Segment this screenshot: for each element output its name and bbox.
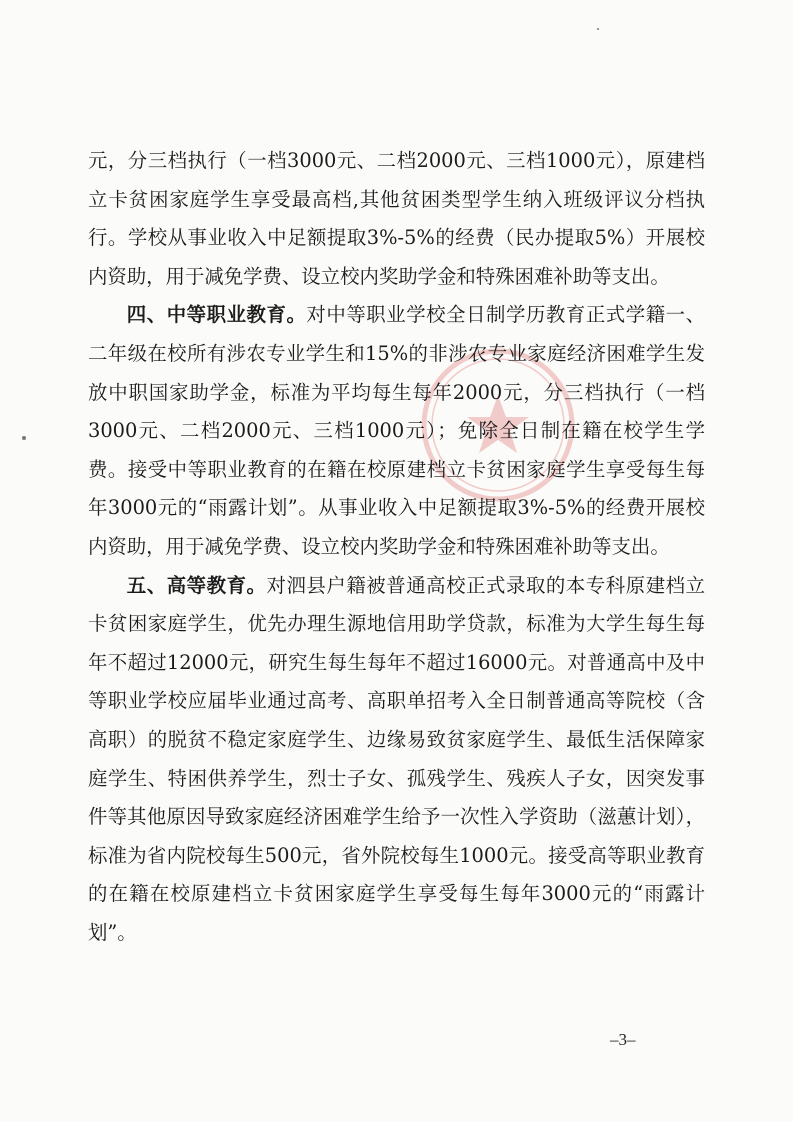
paragraph-vocational-education [88,296,705,566]
page-number: –3– [610,1030,636,1049]
document-body [88,142,705,952]
paragraph-text: 对泗县户籍被普通高校正式录取的本专科原建档立卡贫困家庭学生，优先办理生源地信用助学贷款，标准为大学生每生每年不超过12000元，研究生每生每年不超过16000元。对普通高中及中等职业学校应届毕业通过高考、高职单招考入全日制普通高等院校（含高职）的脱贫不稳定家庭学生、边缘易致贫家庭学生、最低生活保障家庭学生、特困供养学生，烈士子女、孤残学生、残疾人子女，因突发事件等其他原因导致家庭经济困难学生给予一次性入学资助（滋蕙计划），标准为省内院校每生500元，省外院校每生1000元。接受高等职业教育的在籍在校原建档立卡贫困家庭学生享受每生每年3000元的“雨露计划”。 [88,573,705,944]
paragraph-higher-education [88,567,705,953]
scan-speck [597,28,599,30]
scan-speck [22,436,26,440]
section-heading: 四、中等职业教育。 [126,303,307,327]
section-heading: 五、高等教育。 [126,573,267,597]
paragraph-text: 对中等职业学校全日制学历教育正式学籍一、二年级在校所有涉农专业学生和15%的非涉农专业家庭经济困难学生发放中职国家助学金，标准为平均每生每年2000元，分三档执行（一档3000元、二档2000元、三档1000元）；免除全日制在籍在校学生学费。接受中等职业教育的在籍在校原建档立卡贫困家庭学生享受每生每年3000元的“雨露计划”。从事业收入中足额提取3%-5%的经费开展校内资助，用于减免学费、设立校内奖助学金和特殊困难补助等支出。 [88,303,706,558]
paragraph-text: 元，分三档执行（一档3000元、二档2000元、三档1000元），原建档立卡贫困家庭学生享受最高档,其他贫困类型学生纳入班级评议分档执行。学校从事业收入中足额提取3%-5%的经费（民办提取5%）开展校内资助，用于减免学费、设立校内奖助学金和特殊困难补助等支出。 [88,149,705,288]
paragraph-continued [88,142,705,296]
